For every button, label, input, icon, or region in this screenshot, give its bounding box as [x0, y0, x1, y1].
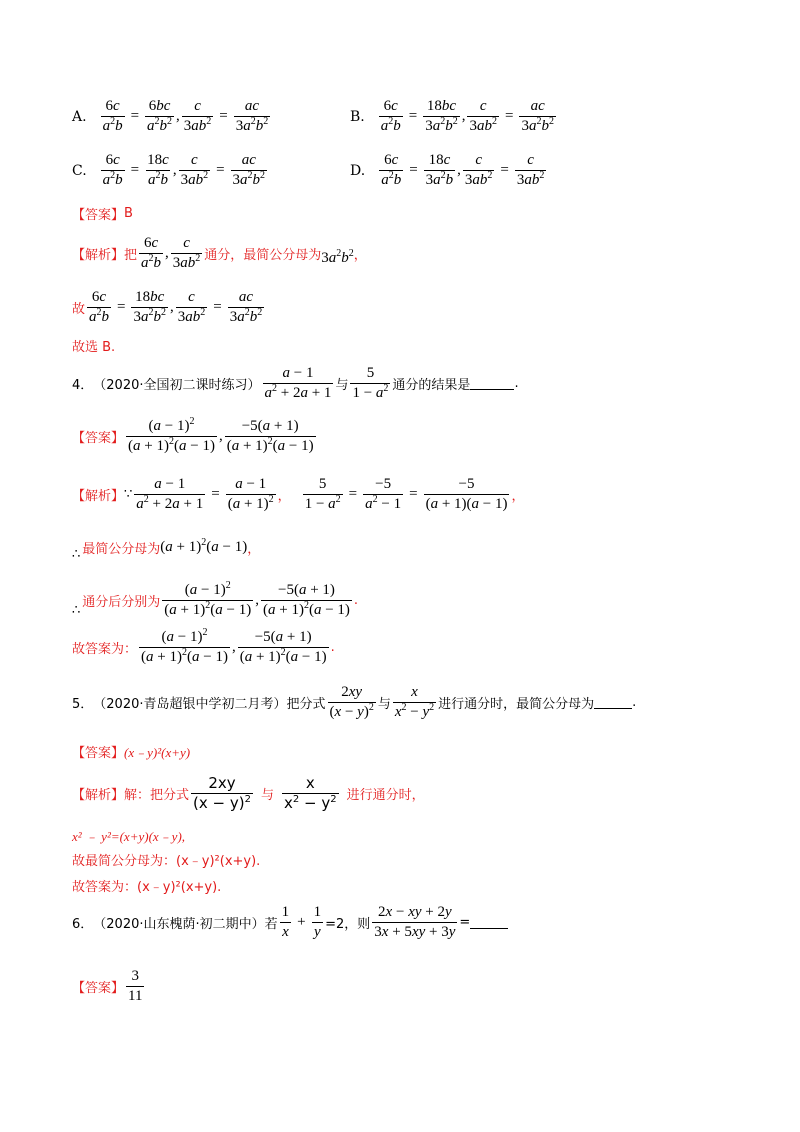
- math-expression: $\frac{(a - 1)^2}{(a + 1)^2(a - 1)}$ , $\frac{-5(a + 1)}{(a + 1)^2(a - 1)}$: [164, 580, 350, 618]
- with-text: 与: [335, 378, 349, 393]
- fraction: $\frac{c}{3ab^2}$: [183, 98, 212, 134]
- q3-choose: [72, 336, 115, 355]
- fraction: $\frac{c}{3ab^2}$: [180, 152, 209, 188]
- math-expression: $\frac{6c}{a^2b}$ , $\frac{c}{3ab^2}$: [141, 235, 201, 271]
- answer-numerator: 3: [131, 968, 139, 984]
- q4-after: [72, 582, 358, 619]
- option-a: A. $\frac{6c}{a^2b}$ = $\frac{6bc}{a^2b^2}$ , $\frac{c}{3ab^2}$ = $\frac{ac}{3a^2b^2}$: [72, 98, 269, 134]
- q5-step2: [72, 850, 260, 869]
- option-b-label: B.: [350, 108, 365, 125]
- q4-lcd: [72, 533, 260, 562]
- q5-step3: [72, 876, 221, 895]
- math-expression: $\frac{1}{x}$ + $\frac{1}{y}$: [281, 904, 322, 940]
- step-text: x² ﹣ y²=(x+y)(x﹣y),: [72, 829, 186, 844]
- question-period: .: [632, 695, 637, 710]
- answer-blank: [594, 696, 632, 709]
- step-text: 故答案为：(x﹣y)²(x+y).: [72, 880, 222, 895]
- math-expression: $\frac{2x - xy + 2y}{3x + 5xy + 3y}$: [374, 904, 456, 940]
- comma: ，: [277, 489, 291, 504]
- answer-blank: [470, 916, 508, 929]
- fraction: $\frac{c}{3ab^2}$: [516, 152, 545, 188]
- lcd-expression: $3a^2b^2$: [321, 248, 354, 266]
- analysis-mid: 通分，最简公分母为: [204, 248, 322, 263]
- after-text: 通分后分别为: [82, 595, 161, 610]
- q4-analysis: [72, 476, 525, 513]
- question-source: （2020·青岛超银中学初二月考）: [93, 697, 287, 712]
- option-d: D. $\frac{6c}{a^2b}$ = $\frac{18c}{3a^2b}$ , $\frac{c}{3ab^2}$ = $\frac{c}{3ab^2}$: [350, 152, 545, 188]
- with-text: 与: [260, 788, 274, 803]
- analysis-end: ，: [353, 248, 367, 263]
- answer-label: 【答案】: [72, 746, 125, 761]
- option-d-label: D.: [350, 162, 366, 179]
- math-expression: $\frac{a - 1}{a^2 + 2a + 1}$: [264, 365, 332, 401]
- math-expression: $\frac{a - 1}{a^2 + 2a + 1}$ = $\frac{a - 1}{(a + 1)^2}$: [136, 476, 274, 512]
- q5-answer: [72, 742, 190, 761]
- q3-answer: [72, 204, 133, 223]
- q6-answer: [72, 968, 146, 1005]
- math-expression: $\frac{2xy}{(x - y)^2}$: [329, 684, 374, 720]
- fraction: $\frac{6c}{a^2b}$: [102, 98, 123, 134]
- q3-therefore: [72, 289, 266, 326]
- fraction: $\frac{c}{3ab^2}$: [469, 98, 497, 134]
- q5-step1: [72, 826, 185, 845]
- analysis-label: 【解析】: [72, 489, 125, 504]
- choose-text: 故选 B.: [72, 340, 116, 355]
- analysis-label: 【解析】: [72, 788, 125, 803]
- q4-answer: [72, 418, 318, 455]
- q3-analysis: [72, 235, 367, 272]
- option-c-label: C.: [72, 162, 87, 179]
- comma: ，: [247, 542, 261, 557]
- fraction: $\frac{c}{3ab^2}$: [464, 152, 493, 188]
- question-number: 4．: [72, 378, 94, 393]
- answer-label: 【答案】: [72, 981, 125, 996]
- question-number: 5．: [72, 697, 94, 712]
- analysis-label: 【解析】: [72, 248, 125, 263]
- answer-label: 【答案】: [72, 208, 125, 223]
- with-text: 与: [377, 697, 391, 712]
- answer-value: (x﹣y)²(x+y): [124, 745, 191, 760]
- q4-final: [72, 629, 335, 666]
- answer-denominator: 11: [128, 988, 143, 1004]
- question-tail: 进行通分时，最简公分母为: [438, 697, 595, 712]
- dot: .: [330, 640, 335, 655]
- lcd-text: 最简公分母为: [82, 542, 161, 557]
- option-b: B. $\frac{6c}{a^2b}$ = $\frac{18bc}{3a^2b^2}$ , $\frac{c}{3ab^2}$ = $\frac{ac}{3a^2b^2}$: [350, 98, 554, 134]
- comma: ，: [511, 489, 525, 504]
- math-expression: $(a + 1)^2(a - 1)$: [160, 537, 248, 555]
- math-expression: $\frac{6c}{a^2b}$ = $\frac{18bc}{3a^2b^2}$ , $\frac{c}{3ab^2}$ = $\frac{ac}{3a^2b^2}$: [89, 289, 263, 325]
- equals-text: =: [459, 915, 471, 930]
- step-text: 故最简公分母为：(x﹣y)²(x+y).: [72, 854, 261, 869]
- fraction: $\frac{ac}{3a^2b^2}$: [235, 98, 269, 134]
- question-source: （2020·山东槐荫·初二期中）: [93, 917, 265, 932]
- fraction: $\frac{6c}{a^2b}$: [381, 152, 402, 188]
- fraction: $\frac{18bc}{3a^2b^2}$: [425, 98, 458, 134]
- q4-question: [72, 365, 519, 402]
- question-pre: 把分式: [286, 697, 326, 712]
- fraction: $\frac{6c}{a^2b}$: [380, 98, 401, 134]
- question-tail: 通分的结果是: [392, 378, 471, 393]
- math-expression: $\frac{5}{1 - a^2}$ = $\frac{-5}{a^2 - 1}$ = $\frac{-5}{(a + 1)(a - 1)}$: [304, 476, 508, 512]
- math-expression: $\frac{x}{x^2 - y^2}$: [394, 684, 435, 720]
- math-expression: $\frac{(a - 1)^2}{(a + 1)^2(a - 1)}$ , $\frac{-5(a + 1)}{(a + 1)^2(a - 1)}$: [128, 416, 314, 454]
- fraction: $\frac{6bc}{a^2b^2}$: [147, 98, 173, 134]
- question-number: 6．: [72, 917, 94, 932]
- question-source: （2020·全国初二课时练习）: [93, 378, 261, 393]
- fraction: $\frac{ac}{3a^2b^2}$: [232, 152, 266, 188]
- fraction: $\frac{6c}{a^2b}$: [102, 152, 123, 188]
- answer-label: 【答案】: [72, 431, 125, 446]
- math-expression: $\frac{2xy}{(x - y)^2}$: [193, 774, 251, 812]
- answer-fraction: [124, 968, 146, 1005]
- dot: .: [353, 593, 359, 608]
- fraction: $\frac{18c}{3a^2b}$: [425, 152, 454, 188]
- math-expression: $\frac{(a - 1)^2}{(a + 1)^2(a - 1)}$ , $\frac{-5(a + 1)}{(a + 1)^2(a - 1)}$: [141, 627, 327, 665]
- therefore-symbol: ∴: [72, 603, 81, 618]
- q5-analysis: [72, 775, 425, 812]
- therefore-pre: 故: [72, 302, 86, 317]
- therefore-symbol: ∴: [72, 547, 81, 562]
- analysis-pre: 把: [124, 248, 138, 263]
- solution-pre: 解：把分式: [124, 788, 190, 803]
- math-expression: $\frac{5}{1 - a^2}$: [352, 365, 389, 401]
- fraction: $\frac{ac}{3a^2b^2}$: [521, 98, 554, 134]
- option-a-label: A.: [72, 108, 87, 125]
- question-period: .: [514, 376, 519, 391]
- because-symbol: ∵: [124, 487, 133, 502]
- equals-two-text: =2，则: [325, 917, 371, 932]
- final-text: 故答案为：: [72, 642, 138, 657]
- fraction: $\frac{18c}{a^2b}$: [147, 152, 169, 188]
- solution-tail: 进行通分时，: [346, 788, 425, 803]
- q6-question: [72, 904, 508, 941]
- q5-question: [72, 684, 636, 721]
- answer-value: B: [124, 206, 133, 221]
- answer-blank: [470, 377, 514, 390]
- if-text: 若: [264, 917, 278, 932]
- math-expression: $\frac{x}{x^2 - y^2}$: [283, 774, 337, 812]
- option-c: C. $\frac{6c}{a^2b}$ = $\frac{18c}{a^2b}$ , $\frac{c}{3ab^2}$ = $\frac{ac}{3a^2b^2}$: [72, 152, 266, 188]
